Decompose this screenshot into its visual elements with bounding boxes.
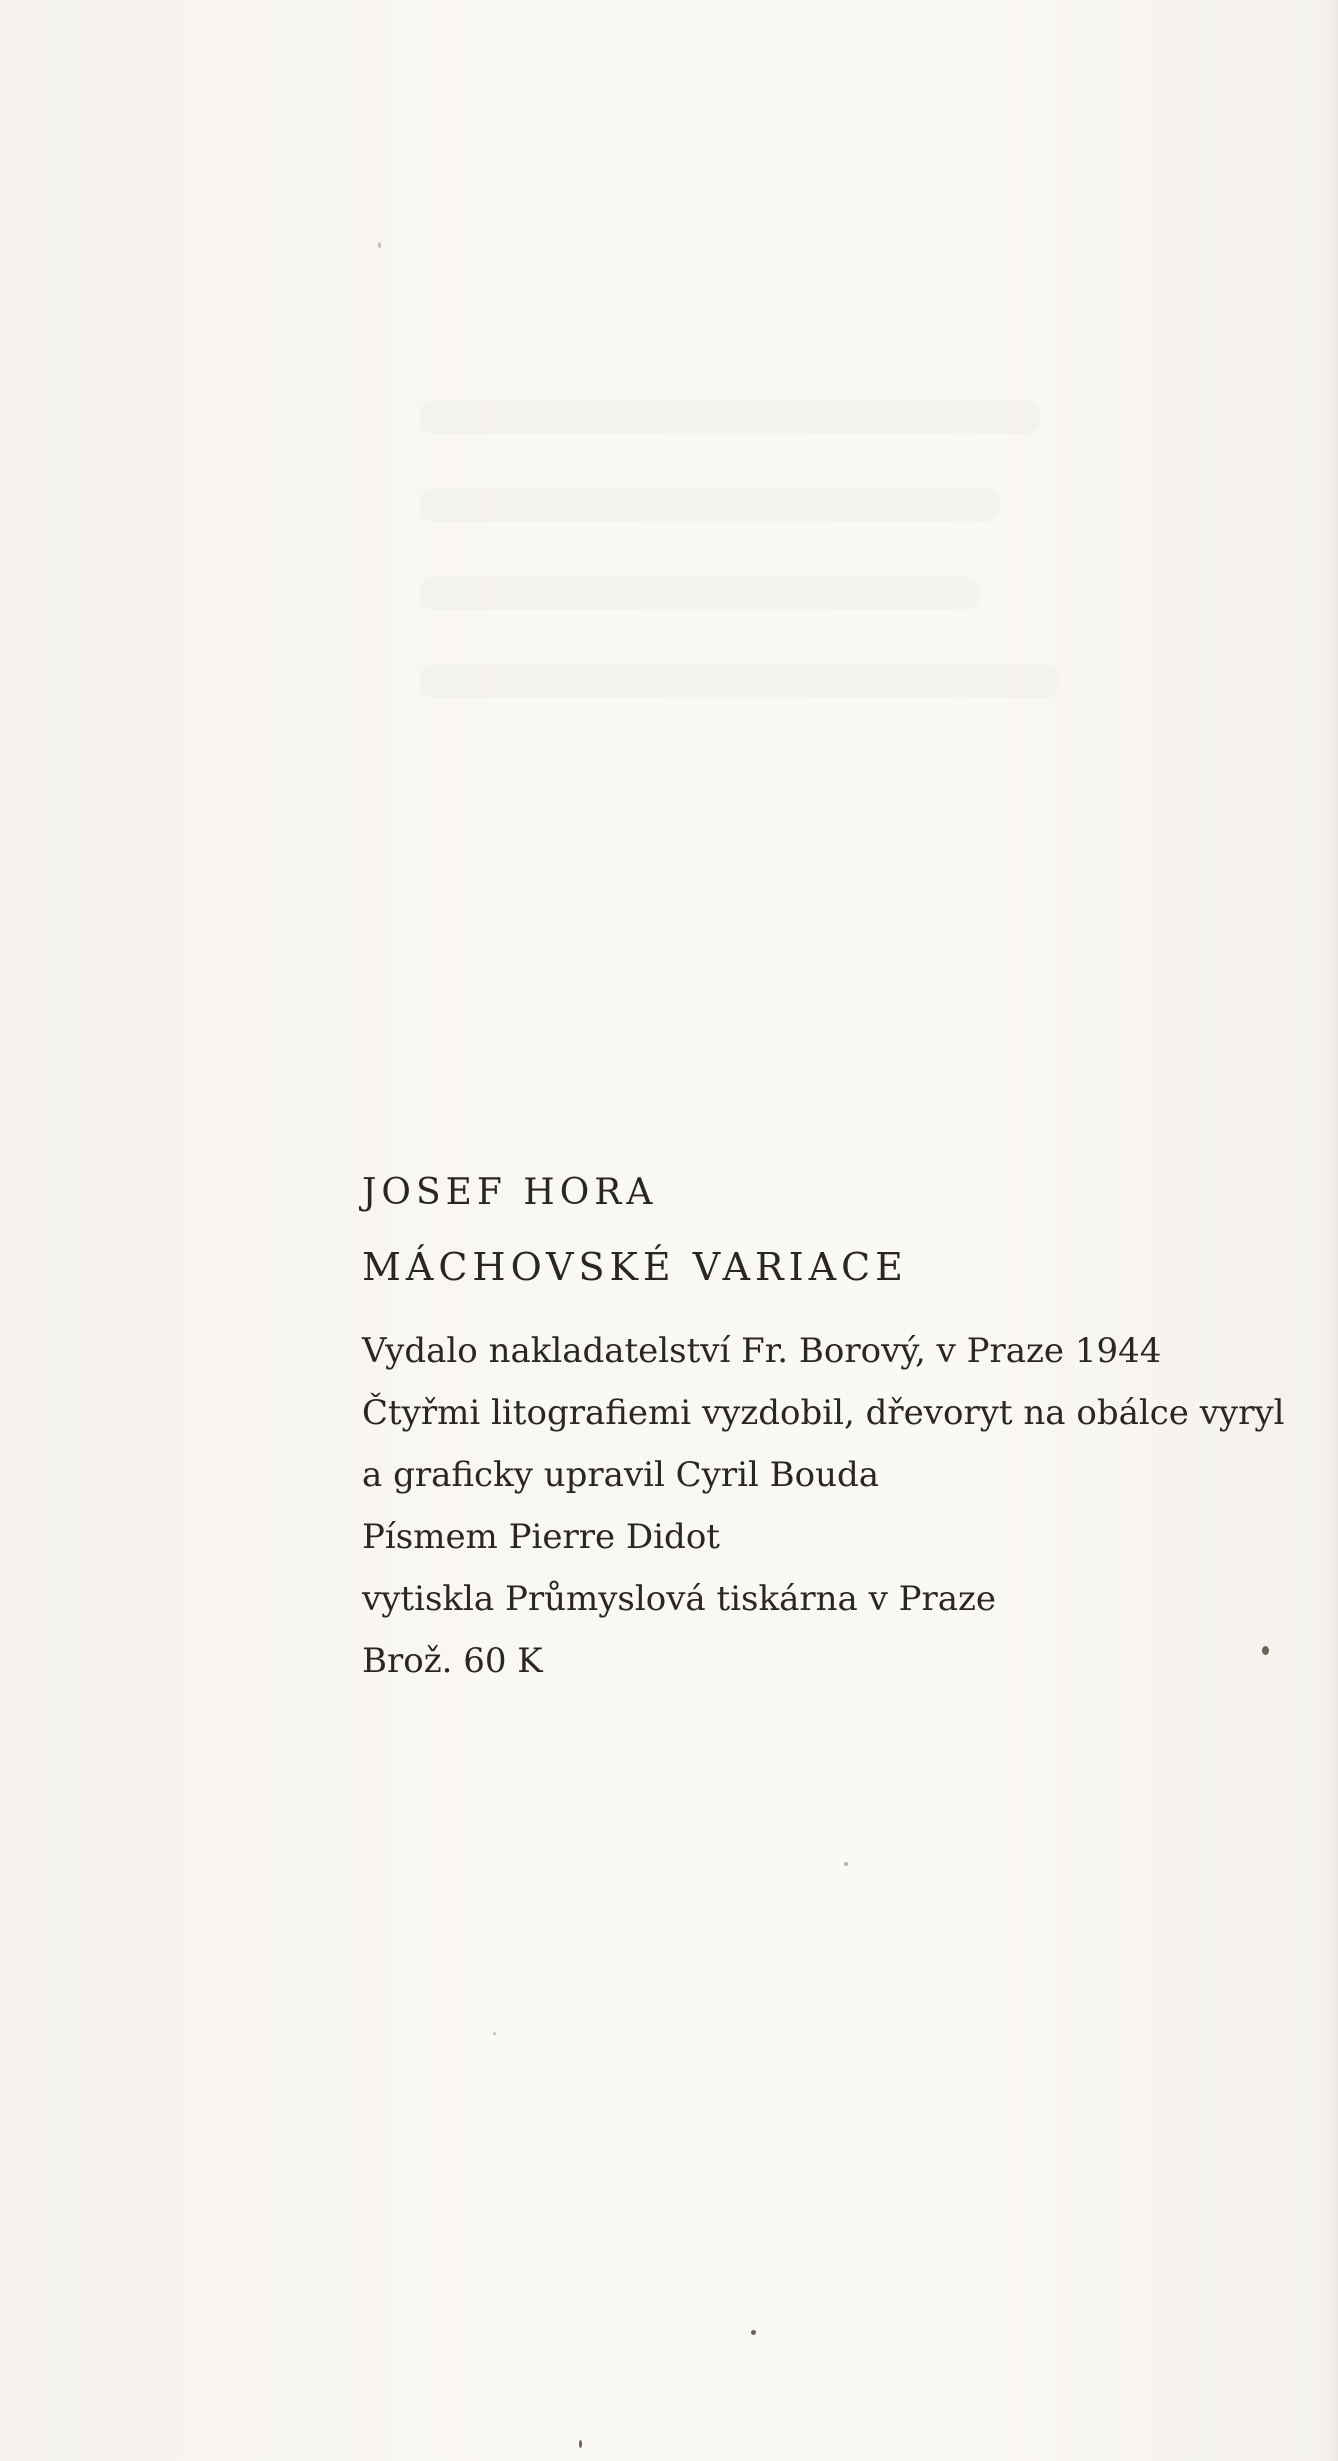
page-edge-shadow [1328,0,1338,2461]
paper-speck [751,2330,756,2335]
author-name: JOSEF HORA [362,1172,658,1213]
show-through-text [420,400,1120,760]
imprint-printer: vytiskla Průmyslová tiskárna v Praze [362,1579,997,1619]
imprint-publisher: Vydalo nakladatelství Fr. Borový, v Praze 1944 [362,1331,1162,1371]
show-through-line [420,576,980,610]
paper-speck [1262,1646,1269,1655]
colophon [362,1170,1322,1692]
show-through-line [420,488,1000,522]
paper-speck [378,242,381,248]
show-through-line [420,400,1040,434]
paper-speck [579,2440,582,2448]
show-through-line [420,664,1060,698]
book-title: MÁCHOVSKÉ VARIACE [362,1245,908,1289]
paper-speck [844,1862,848,1866]
paper-speck [493,2032,496,2035]
imprint-price: Brož. 60 K [362,1641,543,1681]
imprint-typeface: Písmem Pierre Didot [362,1517,720,1557]
imprint-design: a graficky upravil Cyril Bouda [362,1455,880,1495]
imprint-illustrations: Čtyřmi litografiemi vyzdobil, dřevoryt na obálce vyryl [362,1393,1285,1433]
